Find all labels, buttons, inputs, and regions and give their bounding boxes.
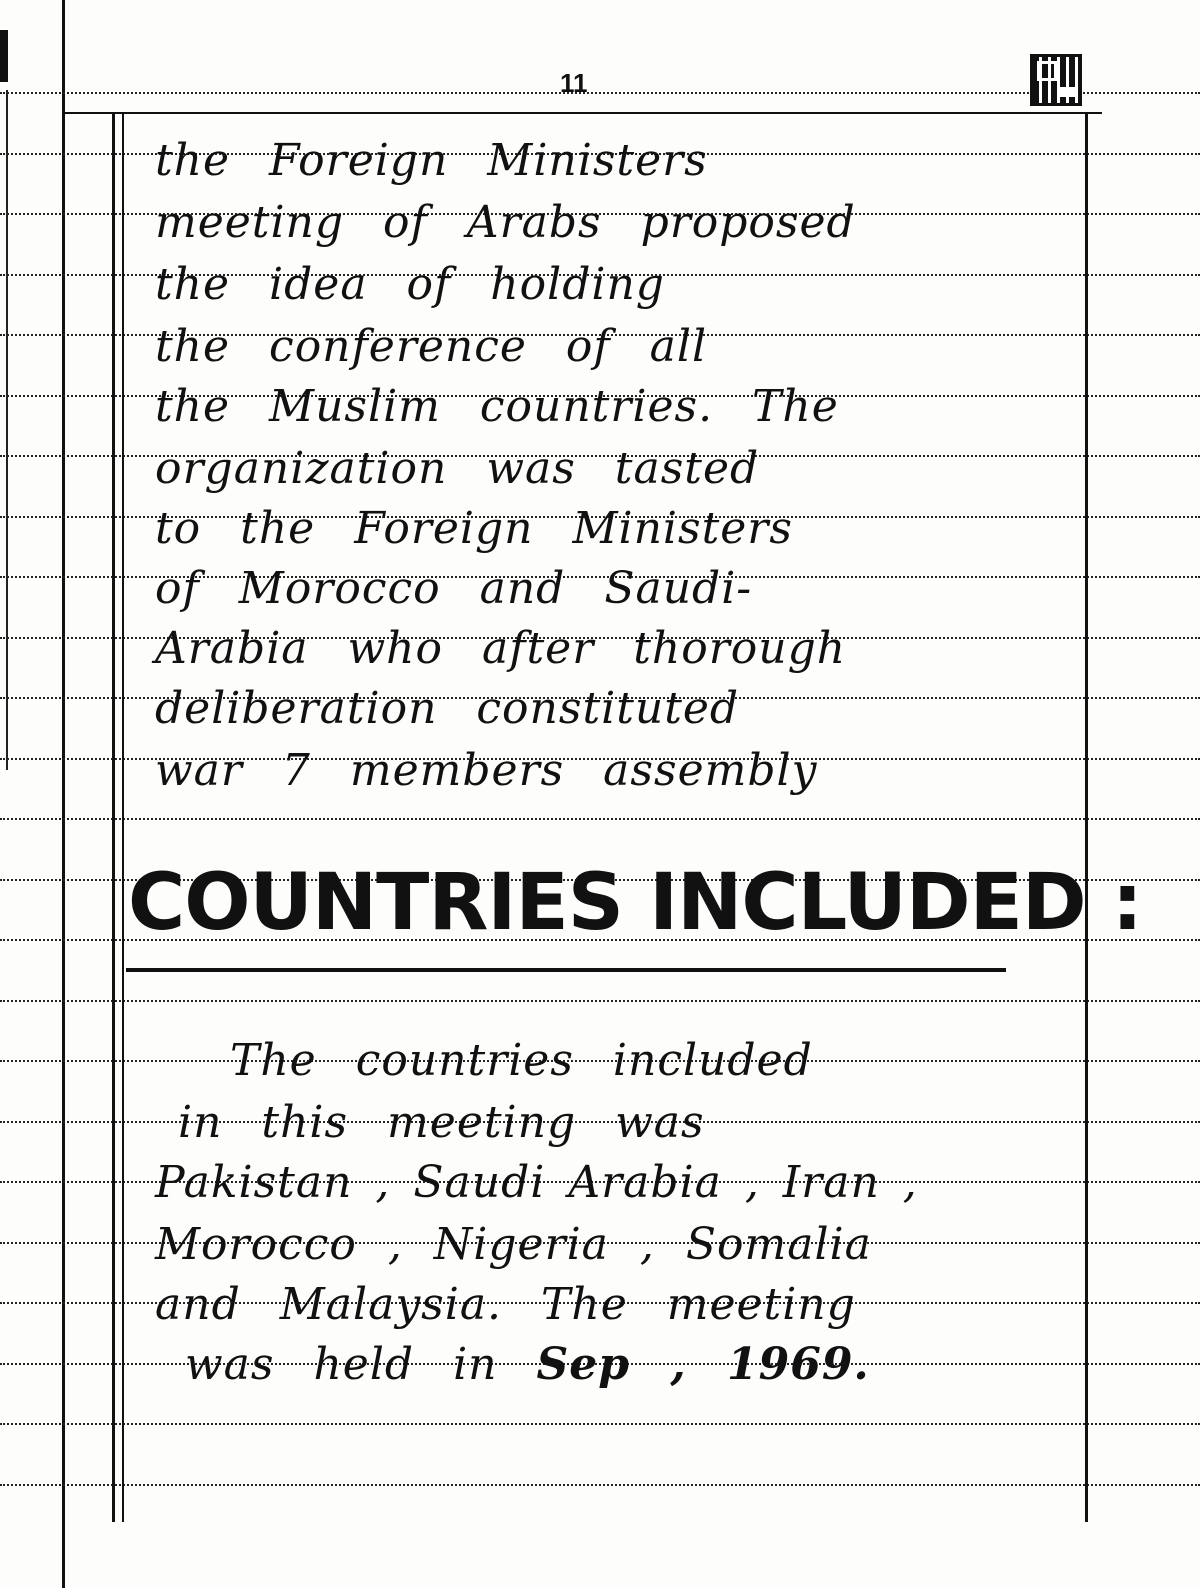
ruled-line (0, 1484, 1200, 1486)
ruled-line (0, 1000, 1200, 1002)
ruled-line (0, 1423, 1200, 1425)
paragraph1-line: to the Foreign Ministers (155, 503, 793, 554)
right-margin-line (1085, 112, 1088, 1522)
left-margin-line-inner (122, 112, 124, 1522)
binding-tab (0, 30, 8, 82)
paragraph1-line: the idea of holding (155, 259, 665, 310)
paragraph1-line: deliberation constituted (155, 683, 740, 734)
paragraph1-line: of Morocco and Saudi- (155, 563, 753, 614)
paragraph1-line: the Muslim countries. The (155, 381, 839, 432)
paragraph1-line: the conference of all (155, 321, 708, 372)
binding-edge (6, 90, 8, 770)
paragraph2-line: Morocco , Nigeria , Somalia (155, 1219, 872, 1270)
page-number: 11 (560, 68, 588, 98)
paragraph1-line: meeting of Arabs proposed (155, 197, 856, 248)
final-line-prefix: was held in (185, 1339, 498, 1390)
paragraph2-line: Pakistan , Saudi Arabia , Iran , (155, 1157, 918, 1208)
paragraph1-line: Arabia who after thorough (155, 623, 847, 674)
paragraph1-line: war 7 members assembly (155, 745, 818, 796)
ruled-line (0, 818, 1200, 820)
binding-strip (0, 0, 65, 1588)
paragraph2-line: in this meeting was (178, 1097, 705, 1148)
top-margin-rule (62, 112, 1102, 114)
heading-underline (126, 968, 1006, 972)
final-line (185, 1336, 1085, 1394)
qr-code-icon (1030, 54, 1082, 106)
paragraph2-line: The countries included (230, 1035, 813, 1086)
paragraph2-line: and Malaysia. The meeting (155, 1279, 856, 1330)
paragraph1-line: the Foreign Ministers (155, 135, 708, 186)
ruled-line (0, 92, 1200, 94)
paragraph1-line: organization was tasted (155, 443, 760, 494)
left-margin-line (112, 112, 115, 1522)
meeting-date: Sep , 1969. (536, 1339, 870, 1390)
section-heading: COUNTRIES INCLUDED : (128, 858, 1142, 948)
